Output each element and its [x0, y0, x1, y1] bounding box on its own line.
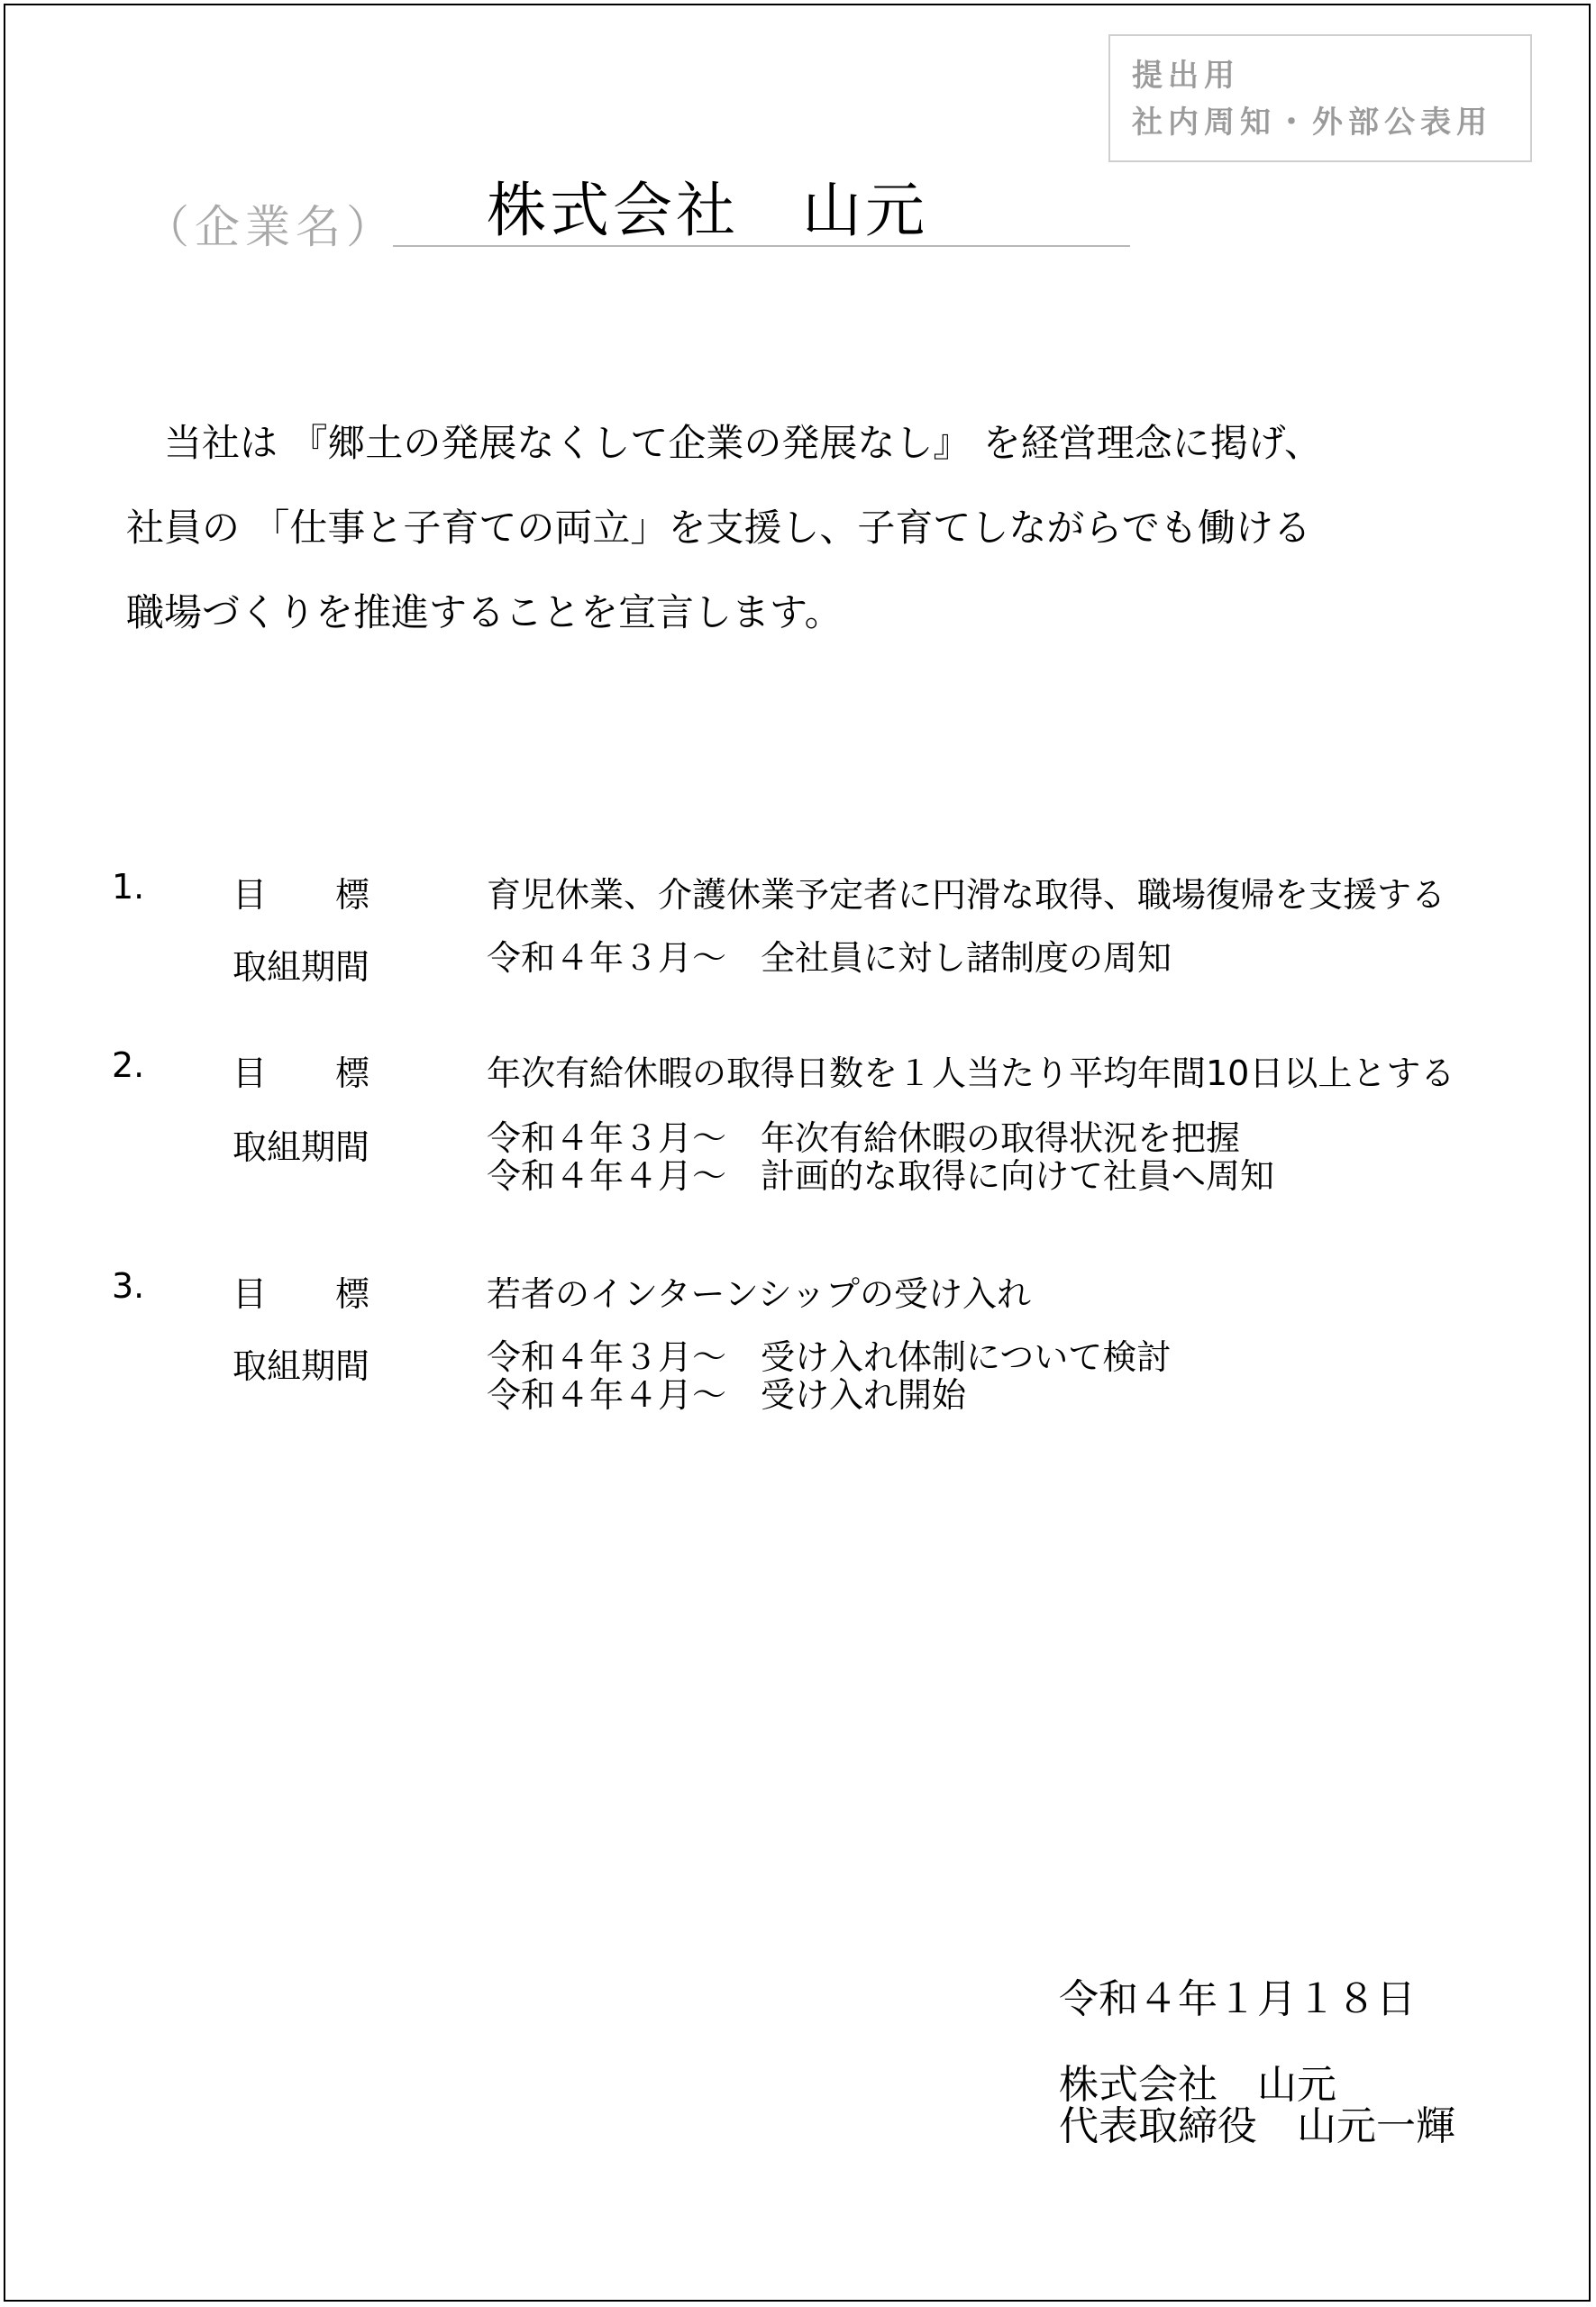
company-name: 株式会社 山元 — [487, 176, 928, 245]
goal-label: 目 標 — [233, 1274, 370, 1314]
footer-representative: 代表取締役 山元一輝 — [1059, 2103, 1455, 2149]
period-list — [487, 1338, 1171, 1414]
period-label: 取組期間 — [233, 1127, 370, 1167]
company-underline — [393, 245, 1130, 247]
period-label: 取組期間 — [233, 947, 370, 987]
period-line: 令和４年３月～ 全社員に対し諸制度の周知 — [487, 938, 1172, 978]
company-label: （企業名） — [144, 201, 397, 253]
goal-number: 3. — [112, 1266, 145, 1306]
period-line: 令和４年３月～ 年次有給休暇の取得状況を把握 — [487, 1118, 1241, 1158]
declaration-text — [126, 401, 1322, 655]
declaration-line: 社員の 「仕事と子育ての両立」を支援し、子育てしながらでも働ける — [126, 506, 1311, 550]
goal-label: 目 標 — [233, 1053, 370, 1093]
declaration-line: 職場づくりを推進することを宣言します。 — [126, 590, 843, 634]
period-line: 令和４年４月～ 受け入れ開始 — [487, 1375, 967, 1415]
submission-stamp — [1108, 34, 1532, 162]
footer-company: 株式会社 山元 — [1059, 2062, 1336, 2108]
goal-text: 育児休業、介護休業予定者に円滑な取得、職場復帰を支援する — [487, 875, 1446, 915]
stamp-line-2: 社内周知・外部公表用 — [1132, 105, 1492, 141]
goal-label: 目 標 — [233, 875, 370, 915]
goal-text: 若者のインターンシップの受け入れ — [487, 1274, 1032, 1314]
period-line: 令和４年３月～ 受け入れ体制について検討 — [487, 1337, 1172, 1377]
period-label: 取組期間 — [233, 1346, 370, 1386]
period-line: 令和４年４月～ 計画的な取得に向けて社員へ周知 — [487, 1156, 1275, 1196]
goal-text: 年次有給休暇の取得日数を１人当たり平均年間10日以上とする — [487, 1053, 1455, 1093]
goal-number: 2. — [112, 1045, 145, 1085]
declaration-date: 令和４年１月１８日 — [1059, 1976, 1416, 2022]
period-list — [487, 939, 1172, 977]
declaration-line: 当社は 『郷土の発展なくして企業の発展なし』 を経営理念に掲げ、 — [126, 421, 1323, 465]
stamp-line-1: 提出用 — [1132, 58, 1240, 94]
period-list — [487, 1119, 1274, 1195]
goal-number: 1. — [112, 867, 145, 907]
